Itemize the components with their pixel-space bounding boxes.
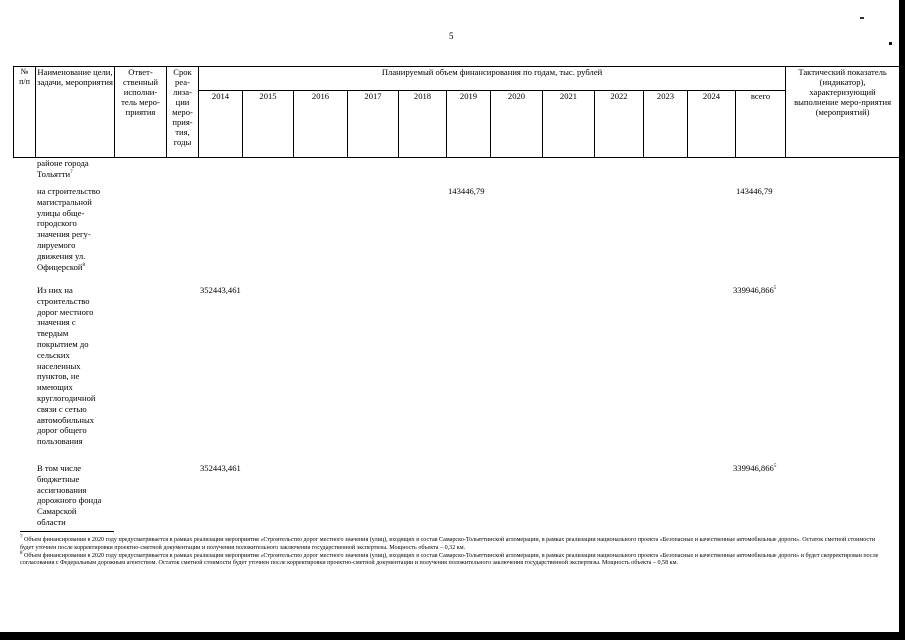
- financing-table-header: [13, 66, 900, 158]
- footnote-ref: 5: [773, 464, 777, 470]
- header-term: Срок реа-лиза-ции меро-прия-тия, годы: [167, 67, 199, 158]
- header-year: 2021: [543, 91, 595, 158]
- header-year: 2016: [294, 91, 348, 158]
- header-name: Наименование цели, задачи, мероприятия: [36, 67, 115, 158]
- footnote-text: Объем финансирования в 2020 году предусматривается в рамках реализации мероприятия «Строительство дорог местного значения (улиц), входящих в состав Самарско-Тольяттинской агломерации, в рамках реализации национального проекта «Безопасные и качественные автомобильные дороги». Остаток сметной стоимости будет уточнен после корректировки проектно-сметной документации и получения положительного заключения государственной экспертизы. Мощность объекта – 0,32 км.: [20, 537, 876, 551]
- value-total: [733, 285, 776, 296]
- footnotes: [20, 534, 890, 568]
- footnote-text: Объем финансирования в 2020 году предусматривается в рамках реализации мероприятия «Строительство дорог местного значения (улиц), входящих в состав Самарско-Тольяттинской агломерации, в рамках реализации национального проекта «Безопасные и качественные автомобильные дороги» и будет скорректирован после согласования с Федеральным дорожным агентством. Остаток сметной стоимости будет уточнен после корректировки проектно-сметной документации и получения положительного заключения государственной экспертизы. Мощность объекта – 0,58 км.: [20, 552, 879, 567]
- header-year: 2022: [595, 91, 644, 158]
- value-2014: 352443,461: [200, 463, 241, 473]
- footnote-ref: 7: [70, 169, 73, 175]
- page-number: 5: [449, 31, 454, 41]
- scan-border-right: [899, 0, 905, 640]
- value-total: 143446,79: [736, 186, 773, 196]
- header-year: 2019: [447, 91, 491, 158]
- footnote-mark: 7: [20, 534, 23, 540]
- header-year: 2024: [688, 91, 736, 158]
- scan-speck: [889, 42, 892, 45]
- footnote-mark: 8: [20, 550, 23, 556]
- header-responsible: Ответ-ственный исполни-тель меро-приятия: [115, 67, 167, 158]
- row-label-text: районе города Тольятти: [37, 158, 89, 179]
- row-label: В том числе бюджетные ассигнования дорожного фонда Самарской области: [37, 463, 102, 527]
- footnote-separator: [20, 531, 114, 532]
- value-total-text: 339946,866: [733, 463, 774, 473]
- value-2019: 143446,79: [448, 186, 485, 196]
- value-total-text: 339946,866: [733, 285, 774, 295]
- header-year: 2014: [199, 91, 243, 158]
- row-label: Из них на строительство дорог местного значения с твердым покрытием до сельских населенных пунктов, не имеющих круглогодичной связи с сетью автомобильных дорог общего пользования: [37, 285, 96, 447]
- row-label: [37, 158, 107, 180]
- header-number: № п/п: [14, 67, 36, 158]
- header-year: 2018: [399, 91, 447, 158]
- scan-border-bottom: [0, 632, 905, 640]
- row-label-text: на строительство магистральной улицы обще-городского значения регу-лируемого движения ул. Офицерской: [37, 186, 101, 272]
- header-total: всего: [736, 91, 786, 158]
- footnote: [20, 534, 890, 553]
- footnote-ref: 8: [82, 262, 86, 268]
- header-planned-financing: Планируемый объем финансирования по годам, тыс. рублей: [199, 67, 786, 91]
- row-label: [37, 186, 109, 272]
- header-indicator: Тактический показатель (индикатор), характеризующий выполнение меро-приятия (мероприятий): [786, 67, 900, 158]
- scan-speck: [860, 17, 864, 19]
- header-year: 2015: [243, 91, 294, 158]
- header-year: 2017: [348, 91, 399, 158]
- header-year: 2023: [644, 91, 688, 158]
- footnote-ref: 5: [773, 286, 777, 292]
- value-total: [733, 463, 776, 474]
- value-2014: 352443,461: [200, 285, 241, 295]
- footnote: [20, 550, 890, 569]
- header-year: 2020: [491, 91, 543, 158]
